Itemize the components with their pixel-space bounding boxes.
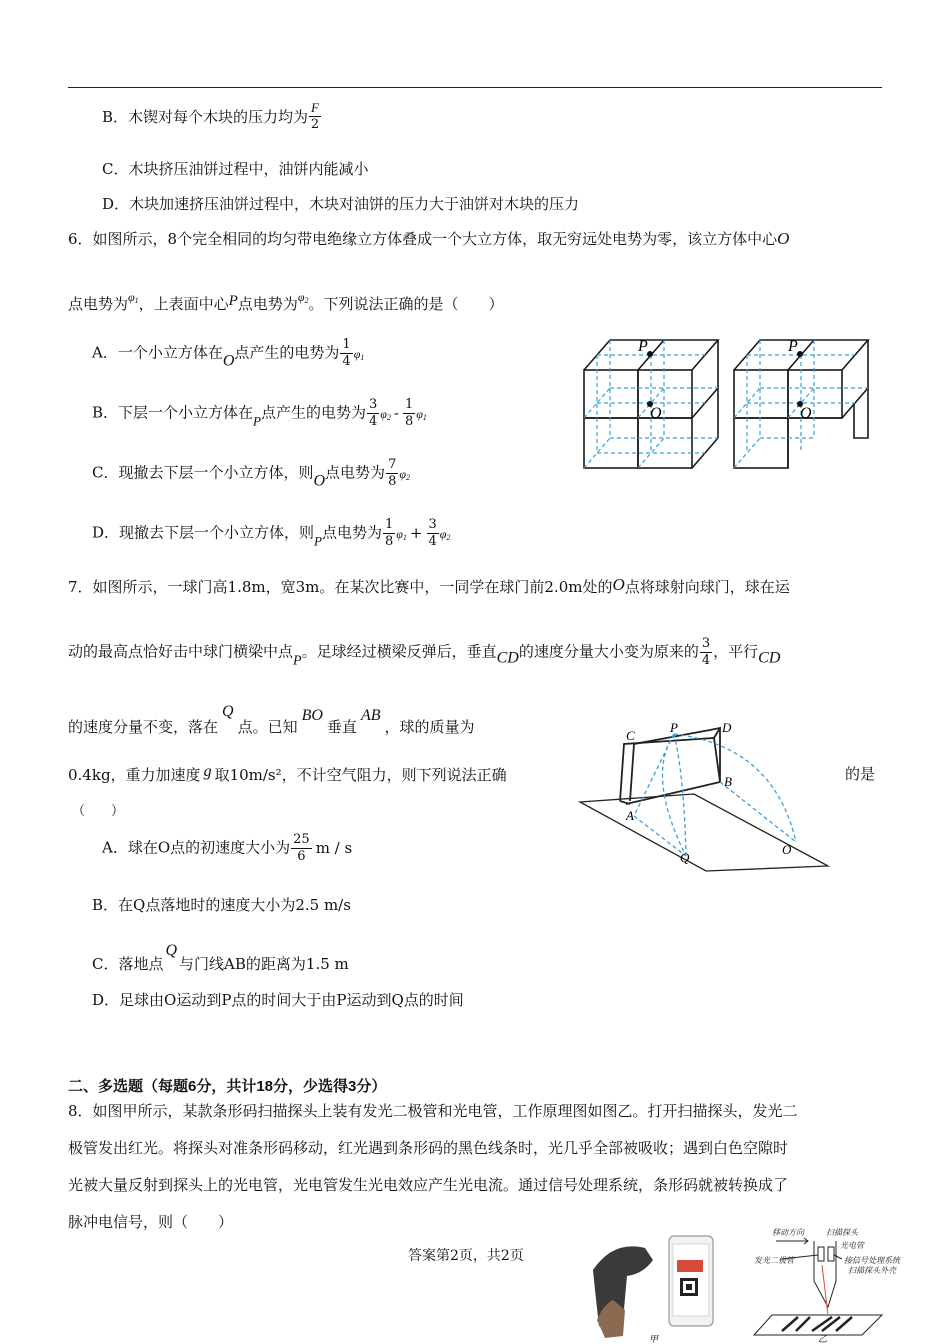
q8-stem-line4: 脉冲电信号，则（ ） (68, 1213, 234, 1231)
q6-option-a: A．一个小立方体在O点产生的电势为 $\frac{1}{4}$ $\varphi_1$ (92, 337, 365, 370)
label-probe-shell: 扫描探头外壳 (848, 1266, 896, 1275)
svg-text:D: D (722, 720, 732, 735)
q8-figure-jia (583, 1230, 723, 1344)
q6-option-d: D．现撤去下层一个小立方体，则P点电势为 $\frac{1}{8}$ $\varphi_1$ + $\frac{3}{4}$ $\varphi_2$ (92, 517, 451, 549)
barcode-scanner-illustration (593, 1246, 653, 1338)
q5-option-d: D．木块加速挤压油饼过程中，木块对油饼的压力大于油饼对木块的压力 (102, 195, 580, 213)
q8-figure-yi (752, 1225, 922, 1344)
q7-stem-line4: 0.4kg，重力加速度 g 取10m/s²，不计空气阻力，则下列说法正确 (68, 763, 507, 784)
label-phototube: 光电管 (840, 1241, 864, 1250)
label-scan-probe: 扫描探头 (826, 1228, 858, 1237)
label-p: P (638, 338, 648, 355)
q8-stem-line2: 极管发出红光。将探头对准条形码移动，红光遇到条形码的黑色线条时，光几乎全部被吸收；遇到白色空隙时 (68, 1139, 789, 1157)
q7-stem-line2: 动的最高点恰好击中球门横梁中点P。足球经过横梁反弹后，垂直CD的速度分量大小变为原来的 $\frac{3}{4}$ ，平行CD (68, 636, 781, 669)
q5-option-c: C．木块挤压油饼过程中，油饼内能减小 (102, 160, 369, 178)
page-footer: 答案第2页，共2页 (408, 1248, 524, 1264)
label-jia: 甲 (649, 1334, 659, 1344)
svg-text:C: C (626, 728, 635, 743)
q7-stem-line3: 的速度分量不变，落在Q点。已知BO垂直AB，球的质量为 (68, 703, 475, 736)
q6-cube-figure (576, 332, 896, 477)
svg-text:B: B (724, 774, 732, 789)
label-yi: 乙 (818, 1334, 828, 1344)
svg-text:A: A (626, 808, 634, 823)
q8-stem-line1: 8．如图甲所示，某款条形码扫描探头上装有发光二极管和光电管，工作原理图如图乙。打开扫描探头，发光二 (68, 1102, 798, 1120)
top-rule (68, 87, 882, 88)
q8-stem-line3: 光被大量反射到探头上的光电管，光电管发生光电效应产生光电流。通过信号处理系统，条形码就被转换成了 (68, 1176, 789, 1194)
q6-option-b: B．下层一个小立方体在P点产生的电势为 $\frac{3}{4}$ $\varphi_2$ - $\frac{1}{8}$ $\varphi_1$ (92, 397, 427, 429)
q6-stem-line2: 点电势为$^{\varphi_1}$，上表面中心P点电势为$^{\varphi_2}$。下列说法正确的是（ ） (68, 290, 504, 313)
q7-answer-paren: （ ） (72, 804, 125, 819)
q7-option-b: B．在Q点落地时的速度大小为2.5 m/s (92, 896, 351, 914)
q7-stem-line1: 7．如图所示，一球门高1.8m，宽3m。在某次比赛中，一同学在球门前2.0m处的O点将球射向球门，球在运 (68, 575, 790, 596)
q7-stem-line4-end: 的是 (845, 765, 876, 783)
svg-text:P: P (670, 720, 678, 735)
section-2-heading: 二、多选题（每题6分，共计18分，少选得3分） (68, 1078, 387, 1095)
q5-option-b: B．木锲对每个木块的压力均为 $\frac{F}{2}$ (102, 100, 320, 132)
q7-option-a: A．球在O点的初速度大小为 $\frac{25}{6}$ m / s (102, 832, 353, 864)
svg-text:P: P (788, 338, 798, 355)
q7-option-c: C．落地点Q与门线AB的距离为1.5 m (92, 942, 349, 973)
q7-option-d: D．足球由O运动到P点的时间大于由P运动到Q点的时间 (92, 991, 464, 1009)
point-p-dot (647, 351, 653, 357)
q7-goal-figure (574, 716, 844, 876)
svg-text:O: O (800, 405, 812, 422)
label-signal-system: 接信号处理系统 (844, 1256, 900, 1265)
q6-stem-line1: 6．如图所示，8个完全相同的均匀带电绝缘立方体叠成一个大立方体，取无穷远处电势为零，该立方体中心O (68, 229, 790, 248)
phone-with-barcode-illustration (669, 1236, 713, 1326)
label-move-direction: 移动方向 (772, 1228, 804, 1237)
svg-text:O: O (782, 842, 792, 857)
label-o: O (650, 405, 662, 422)
q6-option-c: C．现撤去下层一个小立方体，则O点电势为 $\frac{7}{8}$ $\varphi_2$ (92, 457, 410, 490)
label-led: 发光二极管 (754, 1256, 794, 1265)
svg-text:Q: Q (680, 850, 690, 865)
